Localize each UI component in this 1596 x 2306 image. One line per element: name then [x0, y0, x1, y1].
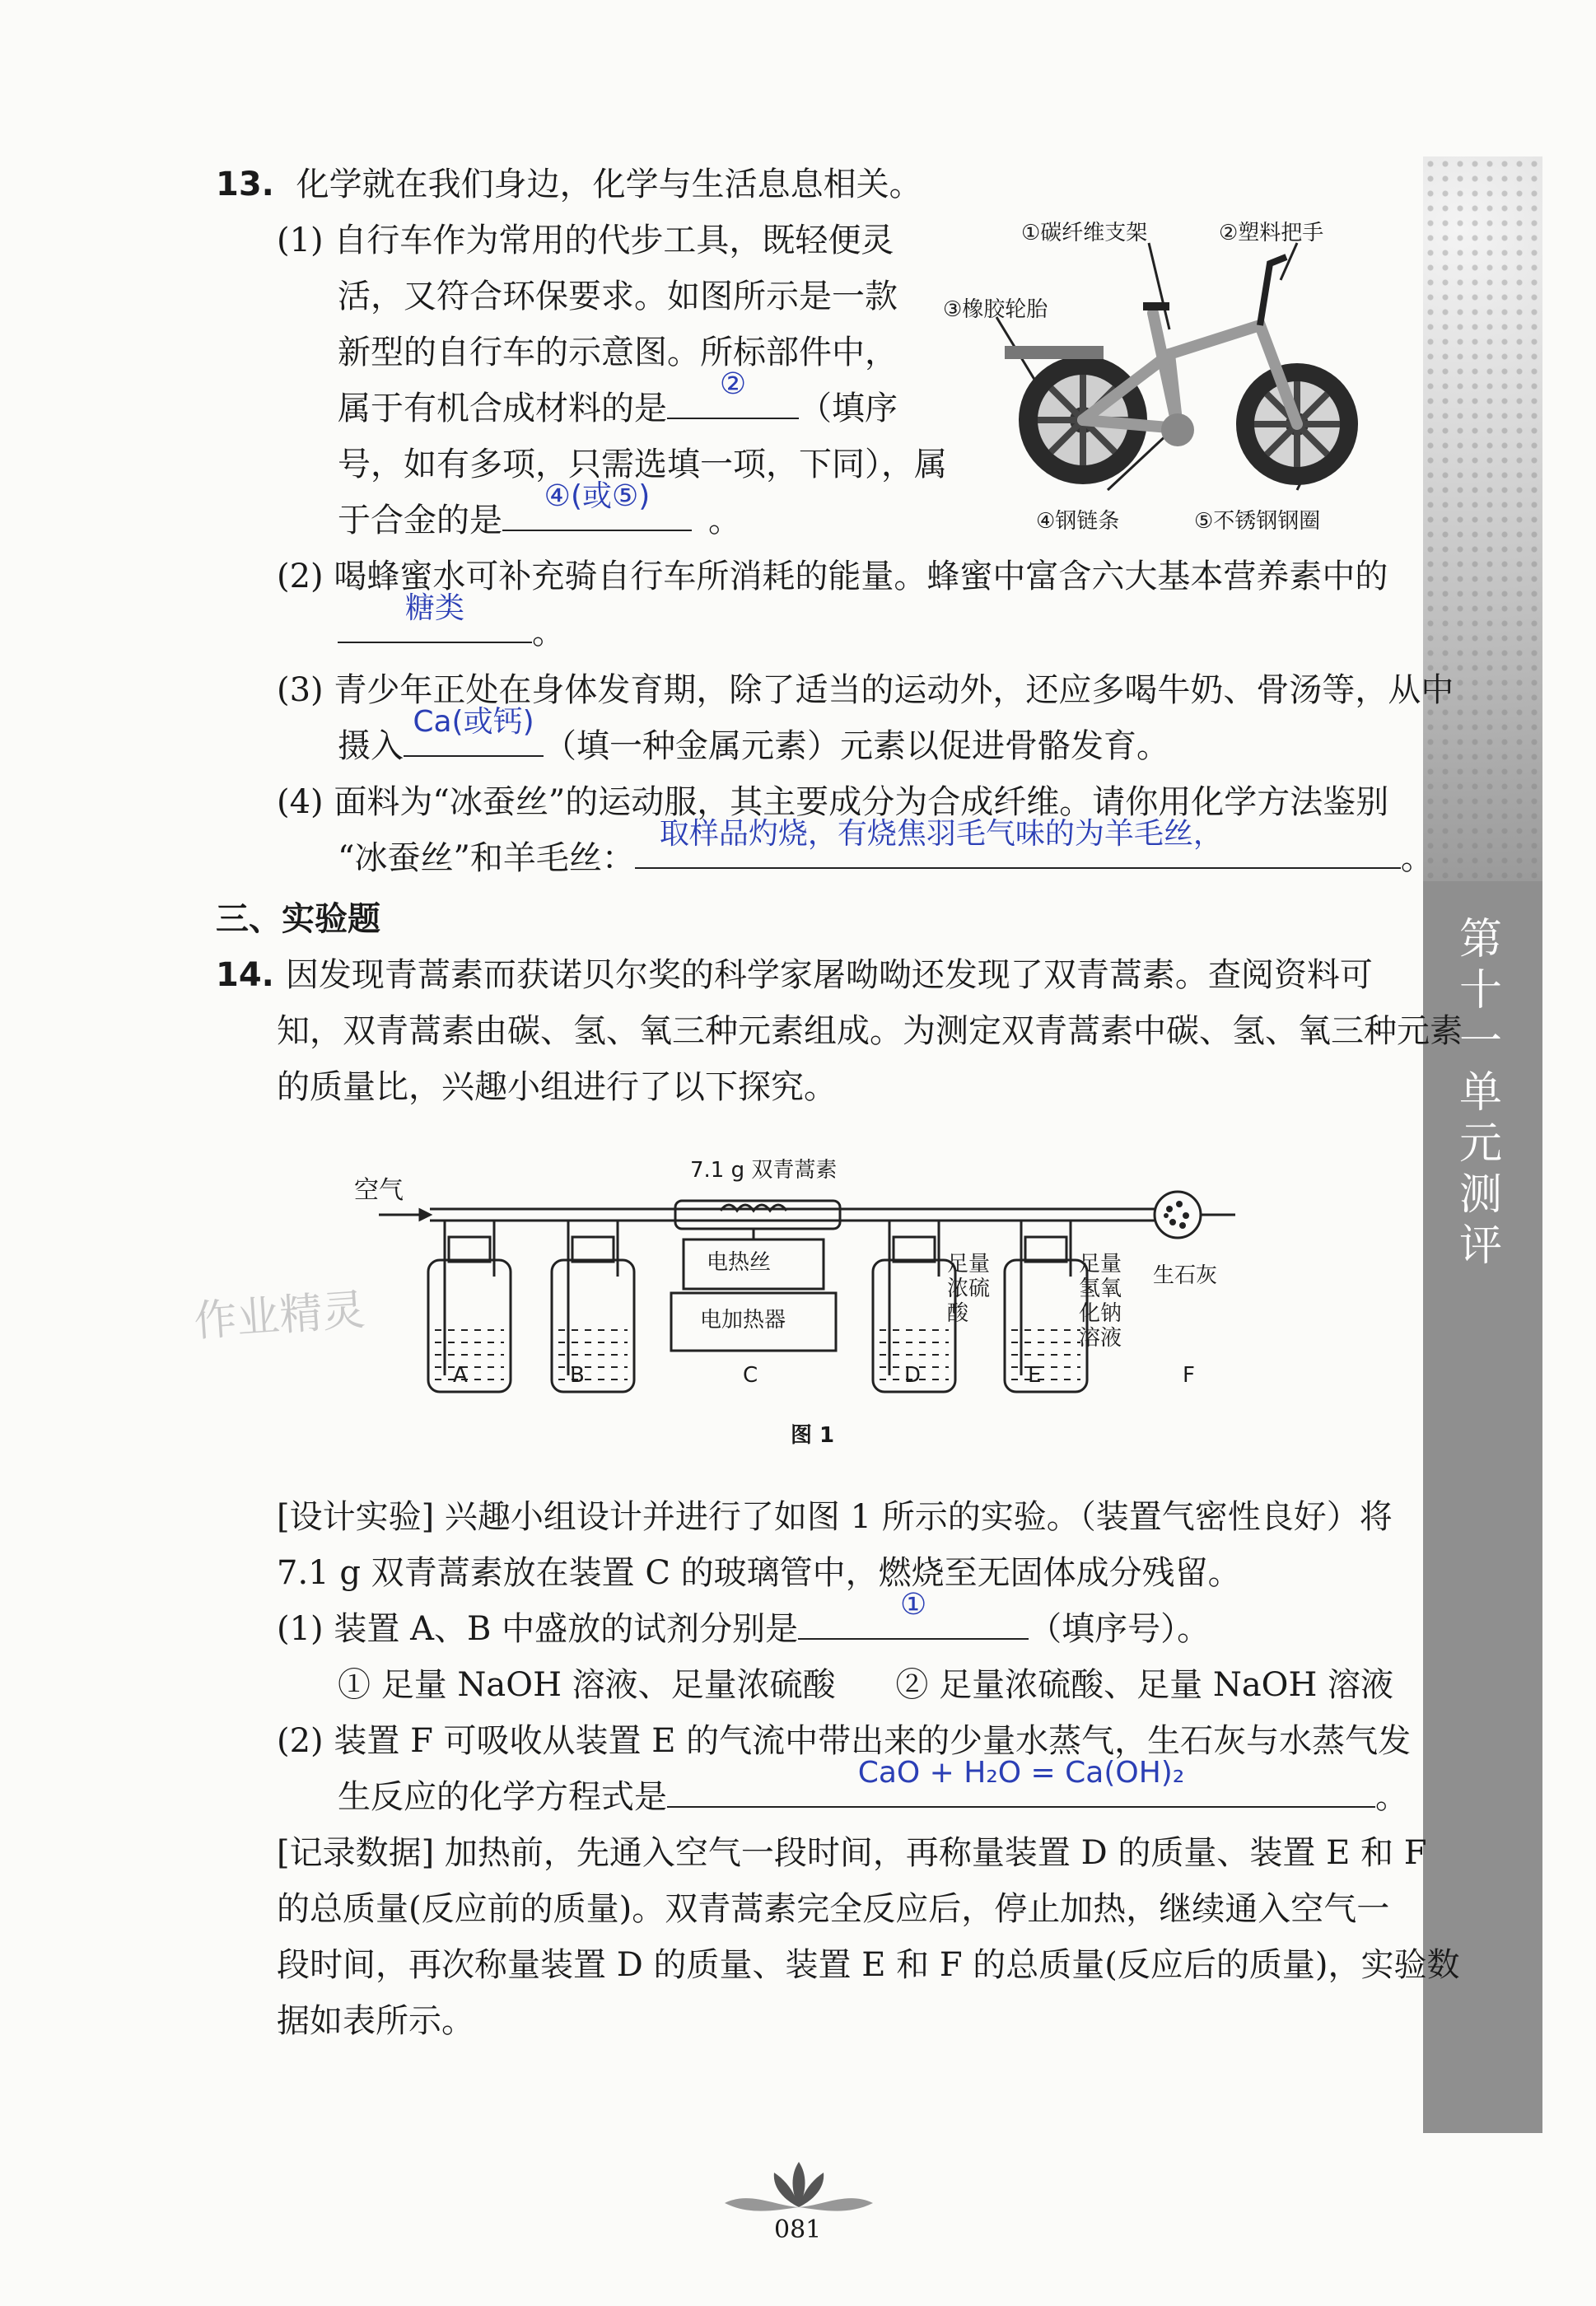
drying-tube-f-icon: [1104, 1192, 1235, 1238]
answer-blank-equation[interactable]: CaO + H₂O = Ca(OH)₂: [667, 1770, 1375, 1808]
label-e-reagent: 足量氢氧化钠溶液: [1079, 1252, 1122, 1351]
option-1: ① 足量 NaOH 溶液、足量浓硫酸: [338, 1666, 836, 1704]
q14-line3: 的质量比，兴趣小组进行了以下探究。: [277, 1068, 837, 1106]
design-line2: 7.1 g 双青蒿素放在装置 C 的玻璃管中，燃烧至无固体成分残留。: [277, 1554, 1241, 1592]
answer-blank-nutrient[interactable]: 糖类: [338, 605, 532, 643]
q14-sub2-line1: (2) 装置 F 可吸收从装置 E 的气流中带出来的少量水蒸气，生石灰与水蒸气发: [277, 1722, 1412, 1760]
option-2: ② 足量浓硫酸、足量 NaOH 溶液: [895, 1666, 1394, 1704]
chainring-icon: [1161, 413, 1194, 446]
answer-blank-reagents[interactable]: ①: [798, 1602, 1029, 1640]
bottle-e-icon: [1005, 1221, 1087, 1392]
label-heating-wire: 电热丝: [707, 1250, 772, 1275]
apparatus-figure: [346, 1153, 1268, 1433]
q13-p2-line2: 糖类 。: [338, 605, 565, 661]
letter-c: C: [743, 1363, 758, 1388]
label-quicklime: 生石灰: [1153, 1263, 1218, 1288]
answer-blank-method[interactable]: 取样品灼烧，有烧焦羽毛气味的为羊毛丝，: [635, 831, 1401, 869]
label-chain: ④钢链条: [1036, 509, 1120, 534]
q13-p4-line1: (4) 面料为“冰蚕丝”的运动服，其主要成分为合成纤维。请你用化学方法鉴别: [277, 783, 1389, 821]
answer-blank-organic[interactable]: ②: [667, 381, 799, 419]
q14-line1: 14. 因发现青蒿素而获诺贝尔奖的科学家屠呦呦还发现了双青蒿素。查阅资料可: [216, 956, 1373, 994]
label-heater: 电加热器: [700, 1308, 786, 1333]
label-sample: 7.1 g 双青蒿素: [690, 1158, 838, 1183]
bottle-a-icon: [428, 1221, 511, 1392]
q14-sub1: (1) 装置 A、B 中盛放的试剂分别是 ① （填序号）。: [277, 1588, 1211, 1648]
design-line1: [设计实验] 兴趣小组设计并进行了如图 1 所示的实验。（装置气密性良好）将: [277, 1498, 1393, 1536]
footer-ornament-icon: [708, 2158, 889, 2215]
figure-caption: 图 1: [791, 1423, 835, 1448]
answer-blank-element[interactable]: Ca(或钙): [404, 719, 544, 757]
q13-stem: 13. 化学就在我们身边，化学与生活息息相关。: [216, 166, 922, 203]
q14-options: [338, 1657, 1393, 1713]
letter-a: A: [453, 1363, 468, 1388]
letter-e: E: [1028, 1363, 1042, 1388]
q14-line2: 知，双青蒿素由碳、氢、氧三种元素组成。为测定双青蒿素中碳、氢、氧三种元素: [277, 1012, 1463, 1050]
section-heading-experiment: 三、实验题: [216, 900, 380, 938]
page-number: 081: [774, 2215, 822, 2244]
q13-p1-line1: (1) 自行车作为常用的代步工具，既轻便灵: [277, 222, 894, 259]
label-air: 空气: [354, 1176, 404, 1205]
q13-p4-line2: “冰蚕丝”和羊毛丝： 取样品灼烧，有烧焦羽毛气味的为羊毛丝， 。: [338, 817, 1434, 877]
label-rim: ⑤不锈钢钢圈: [1194, 509, 1321, 534]
letter-f: F: [1183, 1363, 1195, 1388]
letter-d: D: [904, 1363, 922, 1388]
letter-b: B: [570, 1363, 585, 1388]
bottle-b-icon: [552, 1221, 634, 1392]
label-frame: ①碳纤维支架: [1021, 221, 1148, 245]
unit-title: 第十一单元测评: [1458, 915, 1502, 1271]
q13-p1-line3: 新型的自行车的示意图。所标部件中，: [338, 334, 898, 371]
watermark: 作业精灵: [192, 1285, 367, 1347]
unit-sidebar: [1423, 156, 1542, 2133]
bicycle-figure: [931, 206, 1392, 535]
label-handle: ②塑料把手: [1219, 221, 1324, 245]
q13-p1-line2: 活，又符合环保要求。如图所示是一款: [338, 278, 898, 315]
record-line1: [记录数据] 加热前，先通入空气一段时间，再称量装置 D 的质量、装置 E 和 F: [277, 1834, 1427, 1872]
record-line2: 的总质量(反应前的质量)。双青蒿素完全反应后，停止加热，继续通入空气一: [277, 1890, 1390, 1928]
record-line3: 段时间，再次称量装置 D 的质量、装置 E 和 F 的总质量(反应后的质量)，实验数: [277, 1946, 1460, 1984]
q13-p3-line1: (3) 青少年正处在身体发育期，除了适当的运动外，还应多喝牛奶、骨汤等，从中: [277, 671, 1454, 709]
sidebar-dot-pattern: [1423, 156, 1542, 881]
q13-p1-line5: 号，如有多项，只需选填一项，下同），属: [338, 446, 947, 483]
q13-p1-line6: 于合金的是 ④(或⑤) 。: [338, 479, 741, 539]
q13-p2-line1: (2) 喝蜂蜜水可补充骑自行车所消耗的能量。蜂蜜中富含六大基本营养素中的: [277, 558, 1388, 595]
label-d-reagent: 足量浓硫酸: [947, 1252, 991, 1326]
record-line4: 据如表所示。: [277, 2002, 474, 2040]
q13-p3-line2: 摄入 Ca(或钙) （填一种金属元素）元素以促进骨骼发育。: [338, 705, 1169, 765]
answer-blank-alloy[interactable]: ④(或⑤): [502, 493, 692, 531]
rear-rack-icon: [1005, 346, 1104, 359]
q13-p1-line4: 属于有机合成材料的是 ② （填序: [338, 367, 898, 427]
label-tire: ③橡胶轮胎: [943, 297, 1048, 322]
quicklime-granules: [1164, 1201, 1189, 1229]
q14-sub2-line2: 生反应的化学方程式是 CaO + H₂O = Ca(OH)₂ 。: [338, 1756, 1408, 1816]
handlebar-icon: [1260, 257, 1286, 325]
